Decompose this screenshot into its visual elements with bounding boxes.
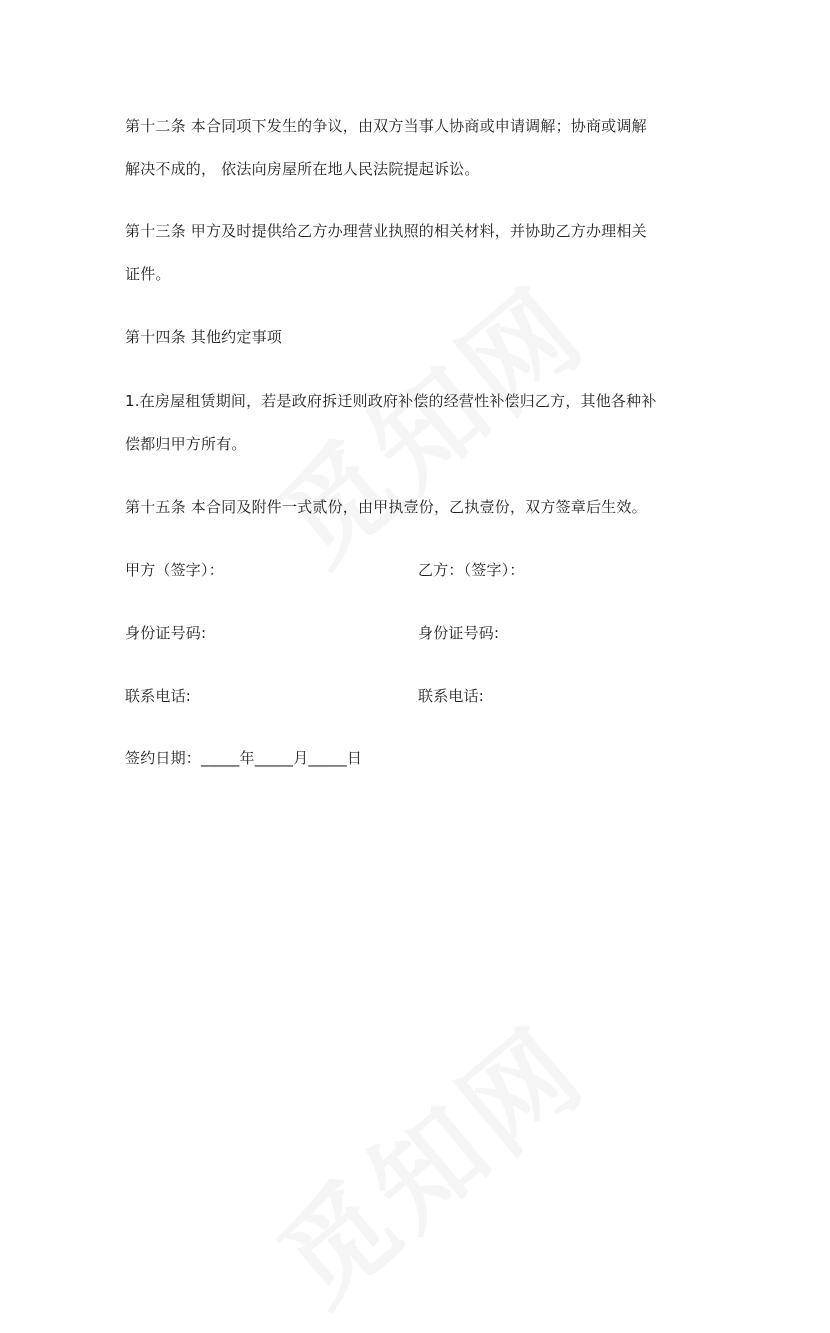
sign-date-line: 签约日期：_____年_____月_____日 [125,749,363,767]
item-1-line-1: 1.在房屋租赁期间，若是政府拆迁则政府补偿的经营性补偿归乙方，其他各种补 [125,392,657,410]
watermark [241,245,614,594]
article-12-line-2: 解决不成的， 依法向房屋所在地人民法院提起诉讼。 [125,160,480,178]
party-a-id-label: 身份证号码: [125,624,207,642]
party-a-phone-label: 联系电话: [125,687,192,705]
article-14-title: 第十四条 其他约定事项 [125,328,282,346]
watermark [241,985,614,1333]
article-13-line-1: 第十三条 甲方及时提供给乙方办理营业执照的相关材料，并协助乙方办理相关 [125,222,647,240]
article-15-line-1: 第十五条 本合同及附件一式贰份，由甲执壹份，乙执壹份，双方签章后生效。 [125,498,647,516]
article-12-line-1: 第十二条 本合同项下发生的争议，由双方当事人协商或申请调解；协商或调解 [125,117,647,135]
party-b-signature-label: 乙方：（签字）： [418,561,525,579]
party-b-id-label: 身份证号码: [418,624,500,642]
article-13-line-2: 证件。 [125,265,171,283]
party-a-signature-label: 甲方（签字）： [125,561,224,579]
party-b-phone-label: 联系电话: [418,687,485,705]
item-1-line-2: 偿都归甲方所有。 [125,435,247,453]
